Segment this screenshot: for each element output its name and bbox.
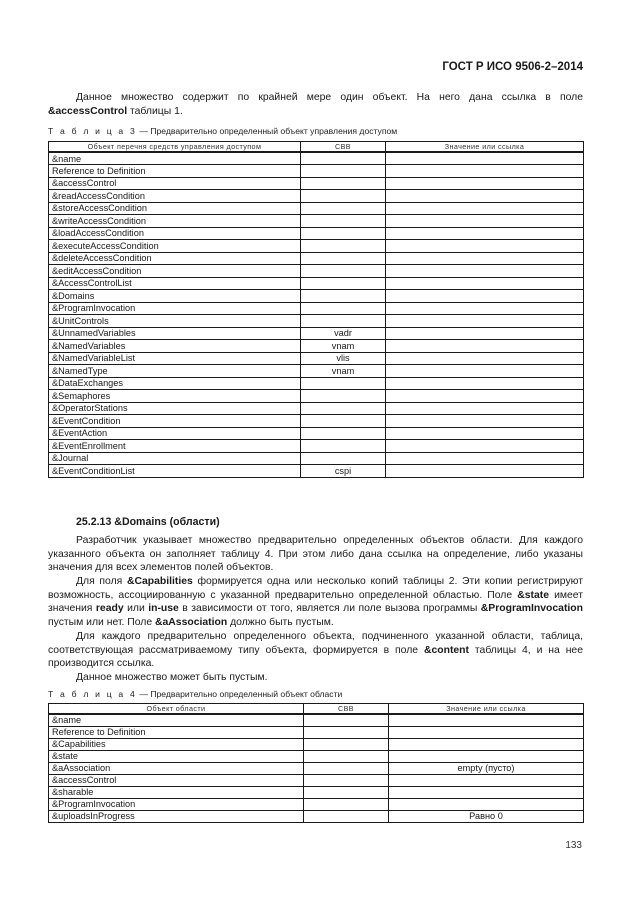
object-cell: Reference to Definition [49,165,301,178]
table4-header-object: Объект области [49,704,304,715]
object-cell: &DataExchanges [49,377,301,390]
table-row [49,202,584,215]
value-cell [386,352,584,365]
p2-text: формируется одна или несколько копий таблицы 2. Эти копии регистрируют возможность, ассоциированную с указанной предварительно определенной областью. Поле [48,576,583,601]
intro-paragraph [48,91,583,118]
object-cell: &loadAccessCondition [49,227,301,240]
value-cell: empty (пусто) [389,762,584,774]
table4-caption-text: — Предварительно определенный объект области [136,689,343,699]
table4-body [49,714,584,822]
value-cell [386,190,584,203]
object-cell: &editAccessCondition [49,265,301,278]
p3-text: таблицы 4, и на нее производится ссылка. [48,644,583,670]
table3-caption-label: Т а б л и ц а 3 [48,126,137,136]
cbb-cell [301,202,386,215]
value-cell [386,365,584,378]
value-cell [386,302,584,315]
cbb-cell [301,240,386,253]
object-cell: &storeAccessCondition [49,202,301,215]
object-cell: &Journal [49,452,301,465]
object-cell: &EventCondition [49,415,301,428]
table-row [49,352,584,365]
table-row [49,290,584,303]
table4-header-value: Значение или ссылка [389,704,584,715]
cbb-cell [301,302,386,315]
table-row [49,390,584,403]
value-cell [386,315,584,328]
cbb-cell [301,215,386,228]
table-row [49,452,584,465]
object-cell: &Domains [49,290,301,303]
value-cell [389,798,584,810]
table-row [49,277,584,290]
table3-body [49,152,584,477]
value-cell [389,714,584,726]
object-cell: &name [49,714,304,726]
value-cell [386,390,584,403]
cbb-cell [304,798,389,810]
cbb-cell [304,750,389,762]
paragraph-1-text: Разработчик указывает множество предварительно определенных объектов области. Для каждого указанного объекта он заполняет таблицу 4. При этом либо дана ссылка на определение, либо указаны значения для всех элементов полей объектов. [48,535,583,574]
table-row [49,427,584,440]
cbb-cell [304,762,389,774]
cbb-cell [301,152,386,165]
table-row [49,340,584,353]
section-paragraph-4 [48,671,583,685]
value-cell [389,786,584,798]
cbb-cell [301,227,386,240]
cbb-cell: vnam [301,340,386,353]
p2-text: в зависимости от того, является ли поле вызова программы [178,603,481,615]
value-cell [386,165,584,178]
value-cell [389,726,584,738]
section-heading: 25.2.13 &Domains (области) [76,516,220,528]
table-row [49,240,584,253]
document-header-title: ГОСТ Р ИСО 9506-2–2014 [442,61,583,73]
p2-text: должно быть пустым. [227,616,334,628]
value-cell [386,265,584,278]
table3-header-value: Значение или ссылка [386,142,584,153]
object-cell: &OperatorStations [49,402,301,415]
value-cell [389,774,584,786]
value-cell [386,152,584,165]
section-paragraph-3 [48,630,583,671]
value-cell [389,738,584,750]
intro-text: Данное множество содержит по крайней мере один объект. На него дана ссылка в поле [76,92,583,103]
table-row [49,738,584,750]
section-paragraph-2 [48,575,583,629]
table-row [49,810,584,822]
cbb-cell: vlis [301,352,386,365]
value-cell [386,252,584,265]
cbb-cell [304,774,389,786]
cbb-cell [301,165,386,178]
object-cell: &aAssociation [49,762,304,774]
object-cell: &AccessControlList [49,277,301,290]
p2-text: Для поля [76,576,127,587]
value-cell [386,465,584,478]
table-row [49,190,584,203]
table-row [49,177,584,190]
value-cell [386,290,584,303]
object-cell: &EventConditionList [49,465,301,478]
p2-bold-capabilities: &Capabilities [126,576,193,587]
cbb-cell [301,377,386,390]
object-cell: &deleteAccessCondition [49,252,301,265]
value-cell [386,277,584,290]
table-row [49,762,584,774]
table4-caption-label: Т а б л и ц а 4 [48,689,137,699]
object-cell: &accessControl [49,177,301,190]
object-cell: &uploadsInProgress [49,810,304,822]
table-row [49,265,584,278]
cbb-cell [301,177,386,190]
cbb-cell [301,265,386,278]
p2-text: имеет значения [48,589,583,615]
p2-text: пустым или нет. Поле [48,616,156,628]
table4 [48,703,584,823]
section-paragraph-1 [48,534,583,575]
cbb-cell [301,440,386,453]
table-row [49,152,584,165]
table-row [49,774,584,786]
cbb-cell [301,452,386,465]
cbb-cell [301,315,386,328]
value-cell [386,240,584,253]
value-cell [386,440,584,453]
object-cell: &NamedType [49,365,301,378]
p2-bold-state: &state [517,589,549,601]
table-row [49,377,584,390]
object-cell: &ProgramInvocation [49,302,301,315]
p2-bold-in-use: in-use [148,603,179,615]
intro-bold-field: &accessControl [48,105,128,117]
object-cell: &EventEnrollment [49,440,301,453]
table3 [48,141,584,478]
value-cell [386,377,584,390]
object-cell: &Semaphores [49,390,301,403]
object-cell: &accessControl [49,774,304,786]
cbb-cell [301,390,386,403]
table-row [49,315,584,328]
object-cell: &EventAction [49,427,301,440]
value-cell [386,327,584,340]
table-row [49,750,584,762]
object-cell: &writeAccessCondition [49,215,301,228]
value-cell [386,227,584,240]
cbb-cell [301,190,386,203]
object-cell: &readAccessCondition [49,190,301,203]
value-cell [386,202,584,215]
table-row [49,798,584,810]
value-cell [386,402,584,415]
table3-header-object: Объект перечня средств управления доступом [49,142,301,153]
object-cell: &state [49,750,304,762]
table4-header-cbb: СВВ [304,704,389,715]
value-cell [386,340,584,353]
table-row [49,327,584,340]
intro-text-end: таблицы 1. [127,105,183,117]
page-number: 133 [565,840,582,851]
table-row [49,465,584,478]
p2-bold-program-invocation: &ProgramInvocation [480,603,583,615]
table3-header-cbb: СВВ [301,142,386,153]
cbb-cell [304,726,389,738]
cbb-cell: cspi [301,465,386,478]
table-row [49,726,584,738]
value-cell [386,215,584,228]
table3-caption-text: — Предварительно определенный объект управления доступом [136,126,398,136]
value-cell [386,452,584,465]
p2-text: или [123,603,149,615]
table4-caption [48,689,342,699]
cbb-cell: vadr [301,327,386,340]
object-cell: &sharable [49,786,304,798]
object-cell: &ProgramInvocation [49,798,304,810]
value-cell [386,415,584,428]
p2-bold-ready: ready [95,603,124,615]
table-row [49,786,584,798]
object-cell: &name [49,152,301,165]
object-cell: &NamedVariableList [49,352,301,365]
cbb-cell [301,402,386,415]
object-cell: &Capabilities [49,738,304,750]
table-row [49,415,584,428]
table-row [49,227,584,240]
cbb-cell [304,738,389,750]
object-cell: &NamedVariables [49,340,301,353]
cbb-cell [301,290,386,303]
table-row [49,402,584,415]
cbb-cell [304,714,389,726]
p3-bold-content: &content [423,644,469,656]
cbb-cell: vnam [301,365,386,378]
p2-bold-aassociation: &aAssociation [155,616,228,628]
paragraph-4-text: Данное множество может быть пустым. [76,672,268,683]
cbb-cell [301,277,386,290]
table-row [49,165,584,178]
value-cell: Равно 0 [389,810,584,822]
value-cell [386,177,584,190]
table3-caption [48,126,397,136]
table-row [49,252,584,265]
object-cell: &UnnamedVariables [49,327,301,340]
p3-text: Для каждого предварительно определенного объекта, подчиненного указанной области, таблица, соответствующая рассматриваемому типу объекта, формируется в поле [48,631,583,656]
table-row [49,365,584,378]
object-cell: &executeAccessCondition [49,240,301,253]
cbb-cell [301,427,386,440]
cbb-cell [304,810,389,822]
table-row [49,302,584,315]
table-row [49,215,584,228]
table-row [49,714,584,726]
object-cell: &UnitControls [49,315,301,328]
cbb-cell [301,415,386,428]
cbb-cell [304,786,389,798]
value-cell [389,750,584,762]
cbb-cell [301,252,386,265]
table-row [49,440,584,453]
object-cell: Reference to Definition [49,726,304,738]
value-cell [386,427,584,440]
